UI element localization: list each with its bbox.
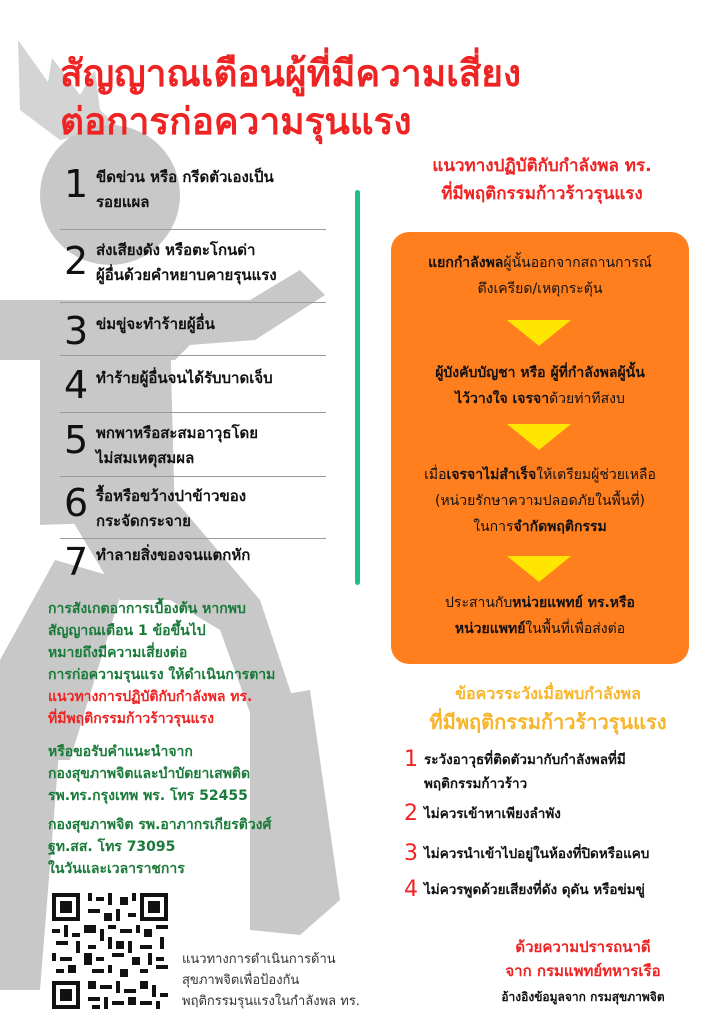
qr-caption xyxy=(182,949,412,1012)
divider xyxy=(60,229,326,230)
observation-paragraph xyxy=(48,598,348,730)
reference-source: อ้างอิงข้อมูลจาก กรมสุขภาพจิต xyxy=(501,990,665,1004)
observation-line: การสังเกตอาการเบื้องต้น หากพบ xyxy=(48,601,246,617)
accent-divider-bar xyxy=(355,190,360,585)
guideline-title xyxy=(360,152,724,208)
contact-line: หรือขอรับคำแนะนำจาก xyxy=(48,744,193,760)
observation-line-highlight: ที่มีพฤติกรรมก้าวร้าวรุนแรง xyxy=(48,711,214,727)
flow-step-emphasis: ไว้วางใจ เจรจา xyxy=(455,391,550,407)
caution-number: 1 xyxy=(404,747,418,772)
cautions-title-line-2: ที่มีพฤติกรรมก้าวร้าวรุนแรง xyxy=(429,710,667,734)
cautions-title-line-1: ข้อควรระวังเมื่อพบกำลังพล xyxy=(455,684,641,703)
down-arrow-icon xyxy=(507,424,571,450)
flow-step-text: ประสานกับ xyxy=(445,595,513,611)
warning-sign-number: 1 xyxy=(64,162,89,206)
caution-number: 3 xyxy=(404,841,418,866)
caution-number: 4 xyxy=(404,877,418,902)
warning-sign-number: 6 xyxy=(64,481,89,525)
down-arrow-icon xyxy=(507,320,571,346)
warning-sign-number: 2 xyxy=(64,239,89,283)
qr-code-icon[interactable] xyxy=(52,893,168,1009)
flow-step-text: ด้วยท่าทีสงบ xyxy=(549,391,625,407)
caution-text: ไม่ควรเข้าหาเพียงลำพัง xyxy=(424,806,561,822)
flow-step-text: เมื่อ xyxy=(424,467,447,483)
observation-line: การก่อความรุนแรง ให้ดำเนินการตาม xyxy=(48,667,276,683)
headline-line-2: ต่อการก่อความรุนแรง xyxy=(60,100,412,143)
down-arrow-icon xyxy=(507,556,571,582)
guideline-flow-box xyxy=(391,232,689,664)
divider xyxy=(60,302,326,303)
caution-number: 2 xyxy=(404,801,418,826)
caution-text: ไม่ควรนำเข้าไปอยู่ในห้องที่ปิดหรือแคบ xyxy=(424,846,650,862)
divider xyxy=(60,412,326,413)
flow-step-text: ในการ xyxy=(473,519,514,535)
contact-phone-line: รพ.ทร.กรุงเทพ พร. โทร 52455 xyxy=(48,788,248,804)
flow-step-text: ผู้นั้นออกจากสถานการณ์ xyxy=(503,255,652,271)
observation-line-highlight: แนวทางการปฏิบัติกับกำลังพล ทร. xyxy=(48,689,253,705)
flow-step-emphasis: หน่วยแพทย์ ทร.หรือ xyxy=(512,595,635,611)
flow-step-text: (หน่วยรักษาความปลอดภัยในพื้นที่) xyxy=(434,493,646,509)
guideline-title-line-2: ที่มีพฤติกรรมก้าวร้าวรุนแรง xyxy=(441,184,643,204)
flow-step-2 xyxy=(391,360,689,412)
contact-phone-line: ฐท.สส. โทร 73095 xyxy=(48,839,176,855)
warning-sign-text: ข่มขู่จะทำร้ายผู้อื่น xyxy=(96,315,215,333)
flow-step-emphasis: หน่วยแพทย์ xyxy=(454,621,526,637)
warning-sign-text: ทำร้ายผู้อื่นจนได้รับบาดเจ็บ xyxy=(96,369,273,387)
flow-step-emphasis: แยกกำลังพล xyxy=(428,255,504,271)
warning-sign-text: ทำลายสิ่งของจนแตกหัก xyxy=(96,546,251,564)
flow-step-text: ตึงเครียด/เหตุกระตุ้น xyxy=(477,281,603,297)
closing-line-2: จาก กรมแพทย์ทหารเรือ xyxy=(505,962,661,980)
qr-caption-line: สุขภาพจิตเพื่อป้องกัน xyxy=(182,973,300,988)
observation-line: หมายถึงมีความเสี่ยงต่อ xyxy=(48,645,188,661)
contact-info-2 xyxy=(48,814,348,880)
flow-step-emphasis: ผู้บังคับบัญชา หรือ ผู้ที่กำลังพลผู้นั้น xyxy=(435,365,645,381)
warning-sign-number: 3 xyxy=(64,309,89,353)
divider xyxy=(60,538,326,539)
flow-step-3 xyxy=(391,462,689,540)
contact-line: กองสุขภาพจิต รพ.อาภากรเกียรติวงศ์ xyxy=(48,817,272,833)
flow-step-4 xyxy=(391,590,689,642)
guideline-title-line-1: แนวทางปฏิบัติกับกำลังพล ทร. xyxy=(432,156,652,176)
flow-step-1 xyxy=(391,250,689,302)
divider xyxy=(60,355,326,356)
warning-sign-text: พกพาหรือสะสมอาวุธโดย ไม่สมเหตุสมผล xyxy=(96,424,259,467)
contact-info xyxy=(48,741,348,807)
observation-line: สัญญาณเตือน 1 ข้อขึ้นไป xyxy=(48,623,206,639)
contact-hours-line: ในวันและเวลาราชการ xyxy=(48,861,185,877)
warning-sign-number: 7 xyxy=(64,540,89,584)
caution-text: ระวังอาวุธที่ติดตัวมากับกำลังพลที่มี พฤติกรรมก้าวร้าว xyxy=(424,752,626,792)
divider xyxy=(60,476,326,477)
warning-sign-text: ส่งเสียงดัง หรือตะโกนด่า ผู้อื่นด้วยคำหยาบคายรุนแรง xyxy=(96,241,277,284)
qr-caption-line: แนวทางการดำเนินการด้าน xyxy=(182,952,336,967)
flow-step-text: ในพื้นที่เพื่อส่งต่อ xyxy=(525,621,626,637)
warning-sign-number: 4 xyxy=(64,363,89,407)
warning-sign-number: 5 xyxy=(64,418,89,462)
qr-caption-line: พฤติกรรมรุนแรงในกำลังพล ทร. xyxy=(182,994,360,1009)
closing-line-1: ด้วยความปรารถนาดี xyxy=(515,938,651,956)
flow-step-text: ให้เตรียมผู้ช่วยเหลือ xyxy=(536,467,656,483)
warning-sign-text: รื้อหรือขว้างปาข้าวของ กระจัดกระจาย xyxy=(96,487,247,530)
caution-text: ไม่ควรพูดด้วยเสียงที่ดัง ดุดัน หรือข่มขู่ xyxy=(424,882,645,898)
flow-step-emphasis: จำกัดพฤติกรรม xyxy=(513,519,607,535)
contact-line: กองสุขภาพจิตและบำบัดยาเสพติด xyxy=(48,766,251,782)
flow-step-emphasis: เจรจาไม่สำเร็จ xyxy=(446,467,537,483)
headline-line-1: สัญญาณเตือนผู้ที่มีความเสี่ยง xyxy=(60,52,522,95)
warning-sign-text: ขีดข่วน หรือ กรีดตัวเองเป็น รอยแผล xyxy=(96,168,274,211)
